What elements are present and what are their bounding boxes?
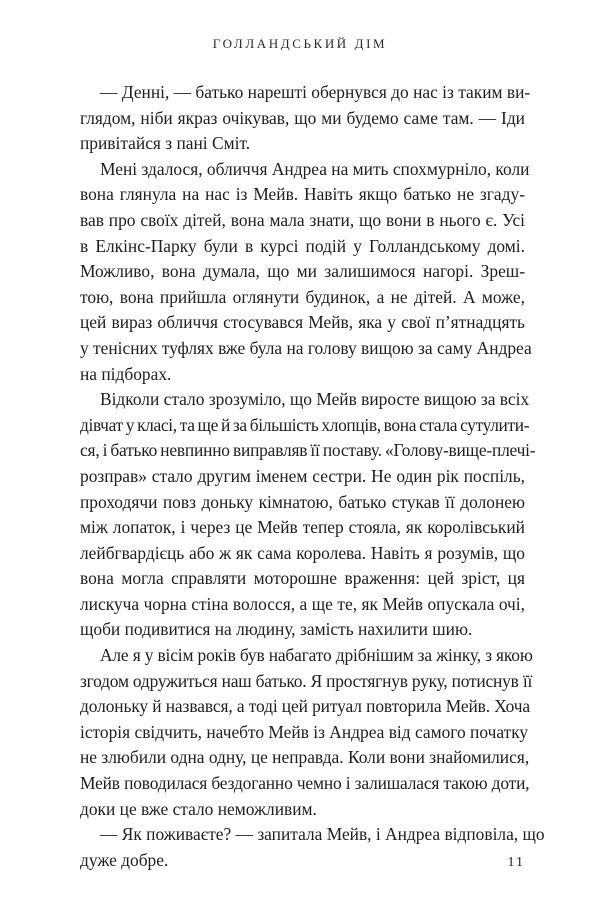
text-line: ся, і батько невпинно виправляв її поставу. «Голову-вище-плечі-	[80, 440, 536, 461]
text-line: в Елкінс-Парку були в курсі подій у Голландському домі.	[80, 235, 525, 256]
text-line: розправ» стало другим іменем сестри. Не один рік поспіль,	[80, 465, 525, 486]
text-line: привітайся з пані Сміт.	[80, 133, 251, 154]
text-line: долоньку й назвався, а тоді цей ритуал повторила Мейв. Хоча	[80, 696, 531, 717]
paragraph	[80, 80, 531, 157]
text-line: — Як поживаєте? — запитала Мейв, і Андреа відповіла, що	[100, 824, 545, 845]
text-line: вона могла справляти моторошне враження: цей зріст, ця	[80, 568, 525, 589]
running-head: ГОЛЛАНДСЬКИЙ ДІМ	[212, 36, 388, 51]
text-line: тою, вона прийшла оглянути будинок, а не дітей. А може,	[80, 286, 525, 307]
text-line: Але я у вісім років був набагато дрібнішим за жінку, з якою	[100, 645, 533, 666]
text-line: доки це вже стало неможливим.	[80, 798, 317, 819]
text-line: Відколи стало зрозуміло, що Мейв виросте вищою за всіх	[100, 389, 530, 410]
text-line: — Денні, — батько нарешті обернувся до нас із таким ви-	[100, 82, 531, 102]
body-text	[80, 80, 545, 873]
text-line: не злюбили одна одну, це неправда. Коли вони знайомилися,	[80, 747, 530, 768]
text-line: Мені здалося, обличчя Андреа на мить спохмурніло, коли	[100, 158, 530, 179]
text-line: щоби подивитися на людину, замість нахилити шию.	[80, 619, 473, 640]
text-line: лейбгвардієць або ж як сама королева. Навіть я розумів, що	[80, 542, 525, 563]
text-line: Можливо, вона думала, що ми залишимося нагорі. Зреш-	[80, 261, 525, 282]
text-line: вав про своїх дітей, вона мала знати, що вони в нього є. Усі	[80, 209, 525, 230]
text-line: проходячи повз доньку кімнатою, батько стукав її долонею	[80, 491, 525, 512]
text-line: у тенісних туфлях вже була на голову вищою за саму Андреа	[80, 337, 532, 358]
text-line: історія свідчить, начебто Мейв із Андреа від самого початку	[80, 721, 529, 742]
text-line: глядом, ніби якраз очікував, що ми будемо саме там. — Іди	[80, 107, 525, 128]
text-line: дівчат у класі, та ще й за більшість хлопців, вона стала сутулити-	[80, 414, 530, 435]
text-line: згодом одружиться наш батько. Я простягнув руку, потиснув її	[80, 670, 533, 691]
text-line: лискуча чорна стіна волосся, а ще те, як Мейв опускала очі,	[80, 593, 525, 614]
text-line: цей вираз обличчя стосувався Мейв, яка у свої п’ятнадцять	[80, 312, 525, 333]
text-line: вона глянула на нас із Мейв. Навіть якщо батько не згаду-	[80, 184, 525, 205]
page-number: 11	[507, 855, 525, 870]
text-line: дуже добре.	[80, 849, 169, 870]
paragraph	[80, 822, 545, 873]
paragraph	[80, 387, 536, 643]
text-line: між лопаток, і через це Мейв тепер стояла, як королівський	[80, 517, 525, 538]
paragraph	[80, 157, 532, 387]
text-line: Мейв поводилася бездоганно чемно і залишалася такою доти,	[80, 773, 530, 794]
text-line: на підборах.	[80, 363, 172, 384]
paragraph	[80, 643, 533, 822]
